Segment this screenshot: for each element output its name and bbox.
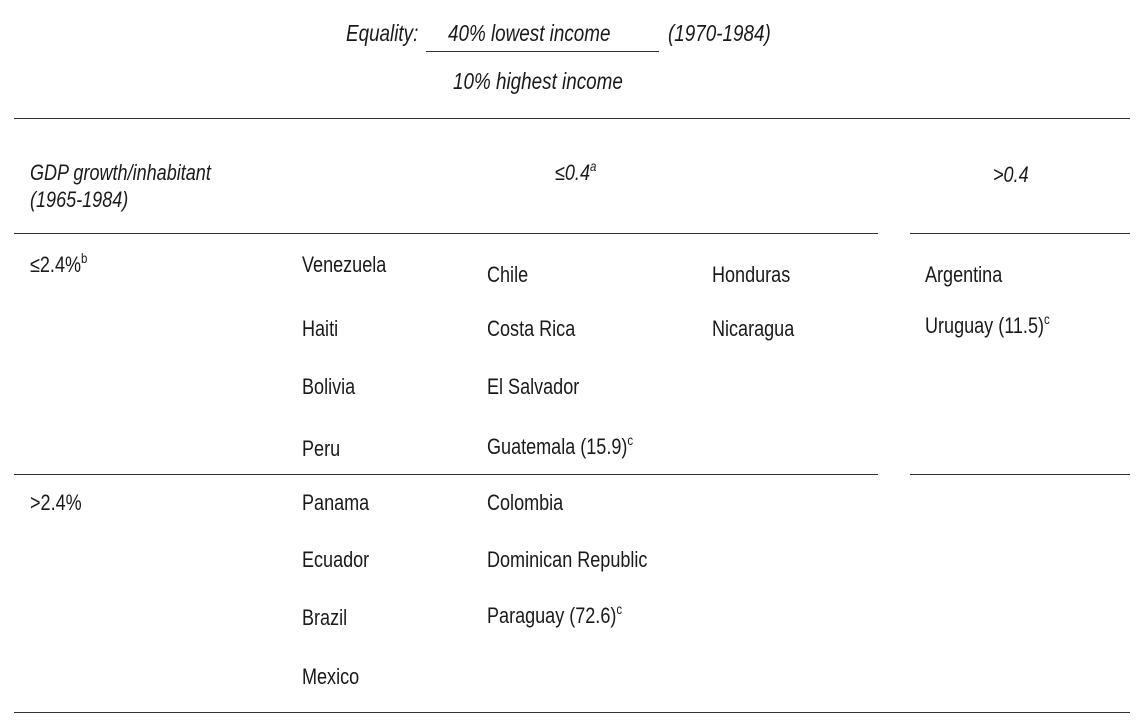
row-label: >2.4% [30,490,82,515]
country-cell: Mexico [302,664,360,689]
header-rule-right [910,233,1130,234]
country-cell: Guatemala $(15.9)^c$ [487,432,634,459]
country-cell: Chile [487,262,529,287]
country-cell: Ecuador [302,547,370,572]
country-cell: Uruguay $(11.5)^c$ [925,311,1050,338]
title-period: (1970-1984) [668,20,771,46]
column-header-high: >0.4 [993,162,1029,187]
country-cell: Costa Rica [487,316,576,341]
country-cell: Venezuela [302,252,387,277]
header-rule-left [14,233,878,234]
title-denominator: 10% highest income [453,68,623,94]
title-numerator: 40% lowest income [448,20,611,46]
country-cell: Brazil [302,605,348,630]
row-divider-left [14,474,878,475]
fraction-bar [426,51,659,52]
title-prefix: Equality: [346,20,419,46]
column-header-low: ≤0.4$^a$ [555,158,597,185]
country-cell: Bolivia [302,374,356,399]
top-rule [14,118,1130,119]
country-cell: Nicaragua [712,316,795,341]
country-cell: Haiti [302,316,339,341]
row-header-label: GDP growth/inhabitant [30,160,211,185]
country-cell: Peru [302,436,341,461]
country-cell: Dominican Republic [487,547,648,572]
row-divider-right [910,474,1130,475]
row-label: ≤2.4%$^b$ [30,250,88,277]
country-cell: El Salvador [487,374,580,399]
country-cell: Paraguay $(72.6)^c$ [487,601,623,628]
bottom-rule [14,712,1130,713]
country-cell: Argentina [925,262,1003,287]
row-header-period: (1965-1984) [30,187,129,212]
country-cell: Honduras [712,262,791,287]
country-cell: Colombia [487,490,564,515]
country-cell: Panama [302,490,370,515]
